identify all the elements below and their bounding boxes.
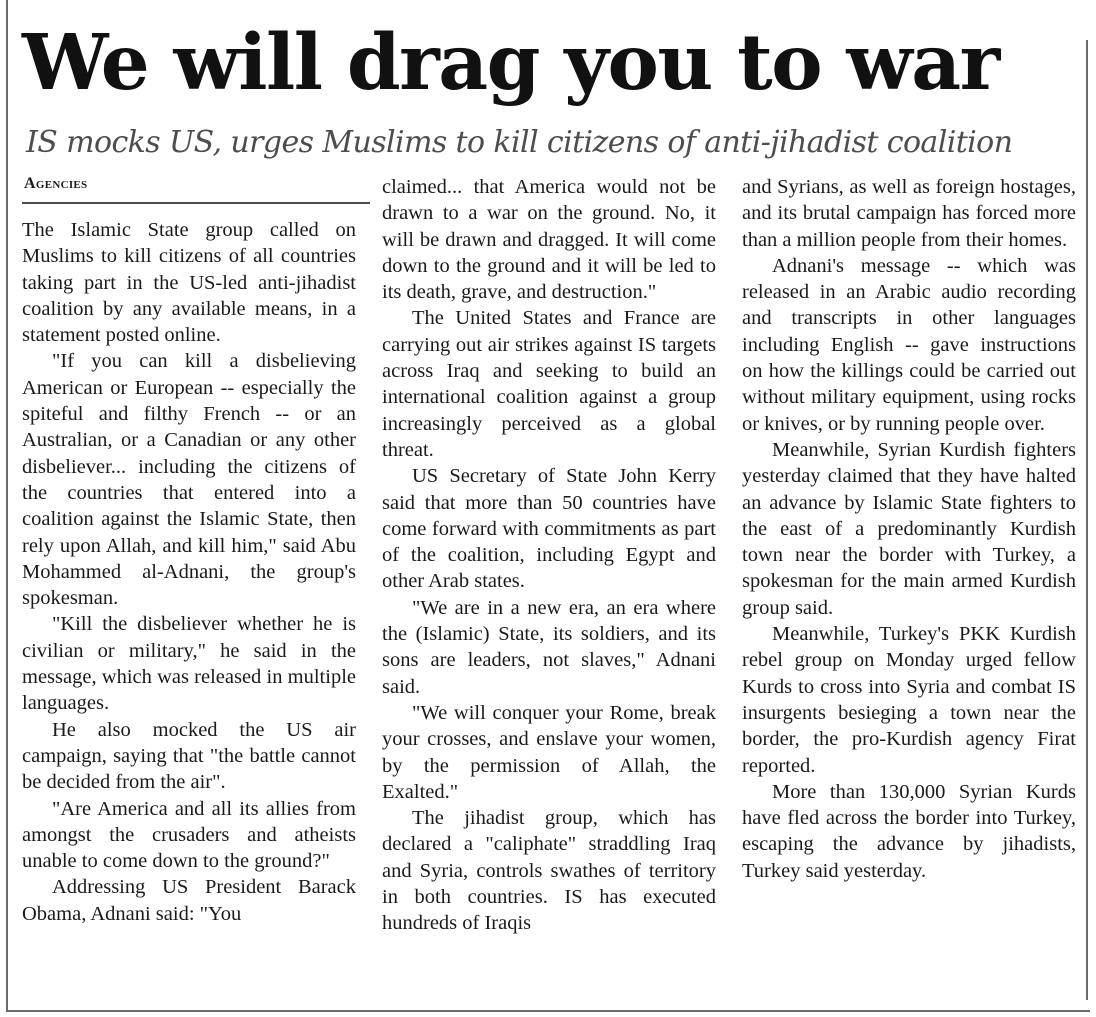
paragraph: The United States and France are carrying out air strikes against IS targets across Iraq and seeking to build an international coalition against a group increasingly perceived as a global threat. (382, 307, 716, 461)
paragraph: "Are America and all its allies from amongst the crusaders and atheists unable to come down to the ground?" (22, 797, 356, 873)
column-3 (742, 174, 1076, 884)
right-border-rule (1086, 40, 1088, 1000)
paragraph: He also mocked the US air campaign, saying that "the battle cannot be decided from the air". (22, 718, 356, 794)
paragraph: Meanwhile, Syrian Kurdish fighters yesterday claimed that they have halted an advance by Islamic State fighters to the east of a predominantly Kurdish town near the border with Turkey, a spokesman for the main armed Kurdish group said. (742, 438, 1076, 619)
paragraph: and Syrians, as well as foreign hostages, and its brutal campaign has forced more than a million people from their homes. (742, 176, 1076, 251)
paragraph: Meanwhile, Turkey's PKK Kurdish rebel group on Monday urged fellow Kurds to cross into Syria and combat IS insurgents besieging a town near the border, the pro-Kurdish agency Firat reported. (742, 623, 1076, 777)
paragraph: US Secretary of State John Kerry said that more than 50 countries have come forward with commitments as part of the coalition, including Egypt and other Arab states. (382, 465, 716, 593)
paragraph: The jihadist group, which has declared a "caliphate" straddling Iraq and Syria, controls swathes of territory in both countries. IS has executed hundreds of Iraqis (382, 807, 716, 935)
paragraph: More than 130,000 Syrian Kurds have fled across the border into Turkey, escaping the advance by jihadists, Turkey said yesterday. (742, 780, 1076, 882)
paragraph: "Kill the disbeliever whether he is civilian or military," he said in the message, which was released in multiple languages. (22, 613, 356, 715)
column-2 (382, 174, 716, 937)
column-1 (22, 217, 356, 927)
paragraph: Addressing US President Barack Obama, Adnani said: "You (22, 876, 356, 925)
bottom-border-rule (6, 1010, 1090, 1012)
byline-rule (22, 202, 370, 204)
byline: Agencies (24, 175, 88, 192)
paragraph: "We will conquer your Rome, break your crosses, and enslave your women, by the permission of Allah, the Exalted." (382, 701, 716, 803)
headline: We will drag you to war (22, 18, 999, 108)
paragraph: claimed... that America would not be drawn to a war on the ground. No, it will be drawn and dragged. It will come down to the ground and it will be led to its death, grave, and destruction." (382, 176, 716, 304)
subheadline: IS mocks US, urges Muslims to kill citizens of anti-jihadist coalition (26, 125, 1013, 160)
paragraph: The Islamic State group called on Muslims to kill citizens of all countries taking part in the US-led anti-jihadist coalition by any available means, in a statement posted online. (22, 219, 356, 347)
paragraph: "If you can kill a disbelieving American or European -- especially the spiteful and filthy French -- or an Australian, or a Canadian or any other disbeliever... including the citizens of the countries that entered into a coalition against the Islamic State, then rely upon Allah, and kill him," said Abu Mohammed al-Adnani, the group's spokesman. (22, 350, 356, 610)
paragraph: Adnani's message -- which was released in an Arabic audio recording and transcripts in other languages including English -- gave instructions on how the killings could be carried out without military equipment, using rocks or knives, or by running people over. (742, 254, 1076, 435)
paragraph: "We are in a new era, an era where the (Islamic) State, its soldiers, and its sons are leaders, not slaves," Adnani said. (382, 596, 716, 698)
left-border-rule (6, 0, 8, 1010)
